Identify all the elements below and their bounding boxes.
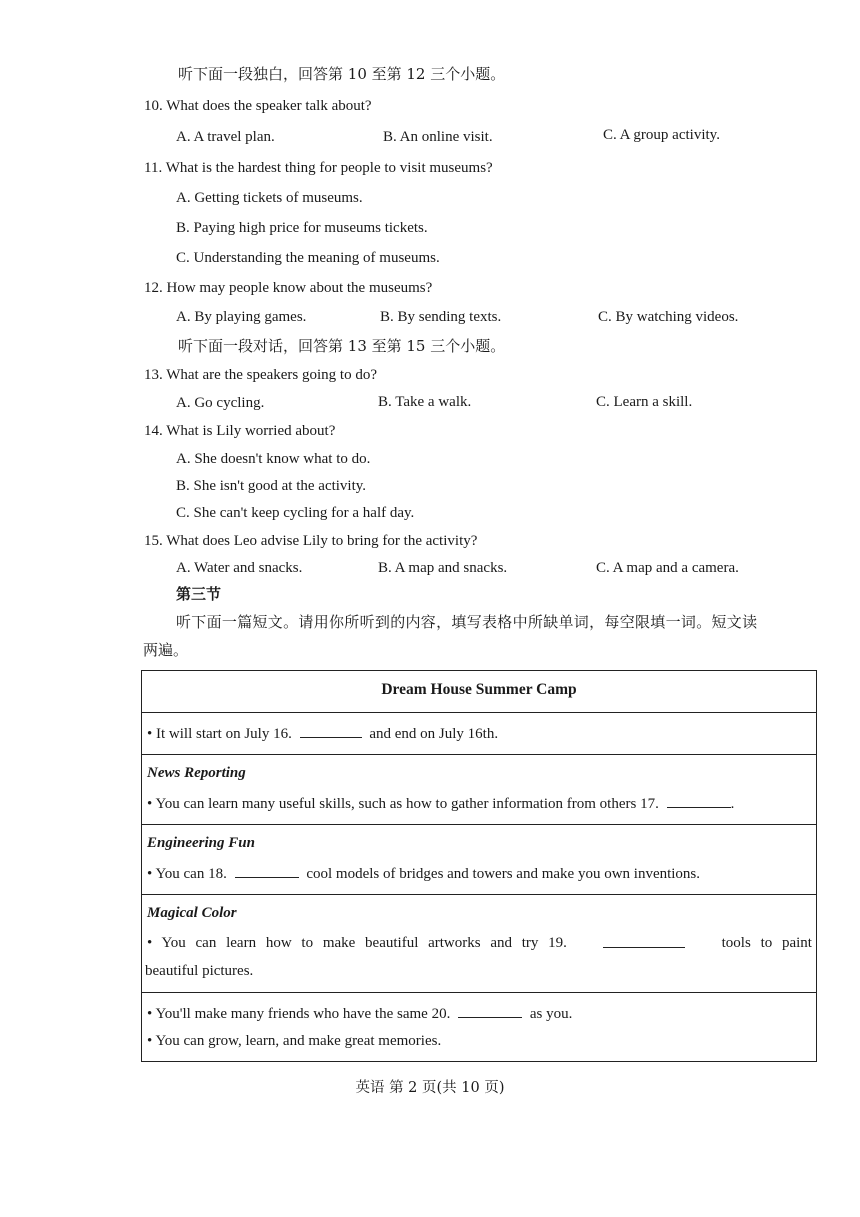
option-12-b: B. By sending texts. [380, 309, 502, 325]
magical-line2: beautiful pictures. [145, 963, 254, 979]
option-14-c: C. She can't keep cycling for a half day. [176, 505, 415, 521]
magical-heading: Magical Color [147, 905, 237, 921]
table-row-dates [142, 713, 816, 755]
question-number: 11. [144, 160, 163, 176]
engineering-text-before: • You can 18. [147, 866, 227, 882]
memories-line: • You can grow, learn, and make great memories. [147, 1033, 442, 1049]
engineering-line [147, 863, 700, 884]
magical-line1 [147, 933, 812, 953]
dates-line [147, 723, 498, 744]
instruction-q13-15: 听下面一段对话，回答第 13 至第 15 三个小题。 [178, 337, 506, 355]
question-text: What does Leo advise Lily to bring for the activity? [166, 533, 478, 549]
question-13 [144, 365, 377, 385]
news-heading: News Reporting [147, 765, 246, 781]
answer-blank-18[interactable] [235, 863, 299, 878]
answer-blank-19[interactable] [603, 933, 685, 948]
option-15-a: A. Water and snacks. [176, 560, 303, 576]
section-instruction-line2: 两遍。 [143, 641, 189, 659]
question-text: What does the speaker talk about? [166, 98, 372, 114]
question-number: 10. [144, 98, 163, 114]
answer-blank-20[interactable] [458, 1003, 522, 1018]
friends-text-after: as you. [529, 1006, 573, 1022]
table-row-friends [142, 993, 816, 1063]
page-footer: 英语 第 2 页(共 10 页) [355, 1080, 505, 1096]
option-11-c: C. Understanding the meaning of museums. [176, 250, 440, 266]
table-row-engineering [142, 825, 816, 895]
question-14 [144, 421, 335, 441]
option-13-b: B. Take a walk. [378, 394, 472, 410]
table-row-magical [142, 895, 816, 993]
engineering-heading: Engineering Fun [147, 835, 255, 851]
question-text: What are the speakers going to do? [166, 367, 377, 383]
option-12-a: A. By playing games. [176, 309, 307, 325]
news-text: • You can learn many useful skills, such as how to gather information from others 17. [147, 796, 659, 812]
engineering-text-after: cool models of bridges and towers and make you own inventions. [306, 866, 701, 882]
option-10-a: A. A travel plan. [176, 129, 275, 145]
option-11-a: A. Getting tickets of museums. [176, 190, 363, 206]
question-text: What is the hardest thing for people to visit museums? [165, 160, 493, 176]
option-15-b: B. A map and snacks. [378, 560, 508, 576]
table-title-row [142, 671, 816, 713]
option-10-b: B. An online visit. [383, 129, 493, 145]
news-line [147, 793, 734, 814]
question-text: What is Lily worried about? [166, 423, 336, 439]
question-15 [144, 531, 477, 551]
instruction-q10-12: 听下面一段独白，回答第 10 至第 12 三个小题。 [178, 65, 506, 83]
question-number: 14. [144, 423, 163, 439]
answer-blank-16[interactable] [300, 723, 362, 738]
question-number: 15. [144, 533, 163, 549]
table-row-news [142, 755, 816, 825]
option-11-b: B. Paying high price for museums tickets. [176, 220, 428, 236]
magical-text-before: • You can learn how to make beautiful artworks and try 19. [147, 935, 567, 951]
question-number: 13. [144, 367, 163, 383]
news-period: . [730, 796, 735, 812]
question-number: 12. [144, 280, 163, 296]
question-11 [144, 158, 493, 178]
summer-camp-table [141, 670, 817, 1062]
option-10-c: C. A group activity. [603, 127, 720, 143]
option-12-c: C. By watching videos. [598, 309, 739, 325]
dates-text-after: and end on July 16th. [369, 726, 499, 742]
option-14-b: B. She isn't good at the activity. [176, 478, 367, 494]
option-13-a: A. Go cycling. [176, 395, 265, 411]
dates-text-before: • It will start on July 16. [147, 726, 292, 742]
option-15-c: C. A map and a camera. [596, 560, 739, 576]
question-10 [144, 96, 372, 116]
option-14-a: A. She doesn't know what to do. [176, 451, 371, 467]
friends-text-before: • You'll make many friends who have the same 20. [147, 1006, 451, 1022]
answer-blank-17[interactable] [667, 793, 731, 808]
table-title: Dream House Summer Camp [381, 681, 577, 698]
question-text: How may people know about the museums? [166, 280, 433, 296]
section-instruction-line1: 听下面一篇短文。请用你所听到的内容，填写表格中所缺单词，每空限填一词。短文读 [176, 613, 758, 631]
question-12 [144, 278, 432, 298]
section-heading: 第三节 [176, 585, 222, 603]
magical-text-after: tools to paint [721, 935, 812, 951]
friends-line [147, 1003, 572, 1024]
option-13-c: C. Learn a skill. [596, 394, 693, 410]
